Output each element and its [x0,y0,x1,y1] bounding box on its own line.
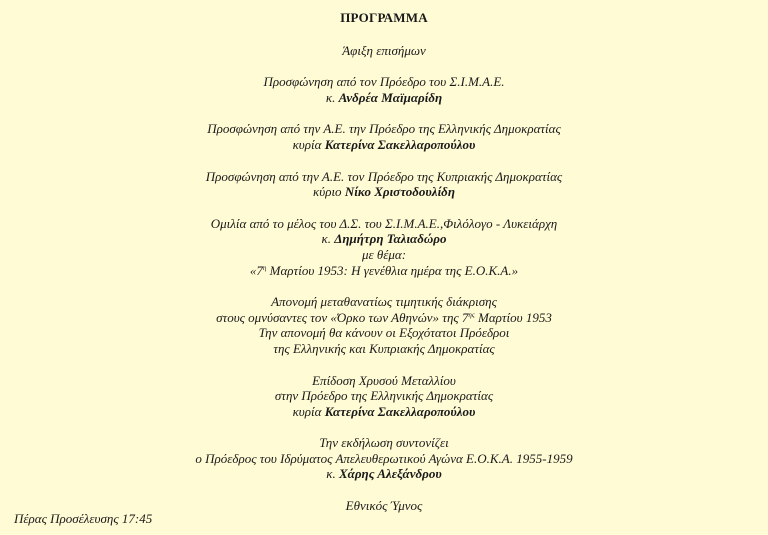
speech-speaker [0,231,768,247]
award-line-2-pre: στους ομνύσαντες τον «Όρκο των Αθηνών» της 7 [216,309,469,325]
award-line-4: της Ελληνικής και Κυπριακής Δημοκρατίας [273,340,495,356]
agenda-item-arrival [0,43,768,59]
award-line-2 [0,310,768,326]
coordinator-name: Χάρης Αλεξάνδρου [339,466,442,482]
greeting-2-prefix: κυρία [292,136,325,152]
greeting-3-prefix: κύριο [313,184,345,200]
medal-line-2: στην Πρόεδρο της Ελληνικής Δημοκρατίας [274,388,494,404]
medal-recipient [0,404,768,420]
medal-name: Κατερίνα Σακελλαροπούλου [324,403,476,419]
coordinator-line-1: Την εκδήλωση συντονίζει [319,435,449,451]
medal-line-1: Επίδοση Χρυσού Μεταλλίου [312,372,456,388]
award-line-3: Την απονομή θα κάνουν οι Εξοχότατοι Πρόεδροι [258,325,510,341]
arrival-deadline-note: Πέρας Προσέλευσης 17:45 [14,511,153,526]
arrival-text: Άφιξη επισήμων [342,42,426,58]
greeting-2-speaker [0,137,768,153]
greeting-2-text: Προσφώνηση από την Α.Ε. την Πρόεδρο της Ελληνικής Δημοκρατίας [207,121,561,137]
agenda-item-coordinator [0,435,768,482]
greeting-1-prefix: κ. [325,89,339,105]
speech-topic-sup: η [262,263,267,272]
speech-name: Δημήτρη Ταλιαδώρο [334,231,447,247]
program-document [0,10,768,530]
agenda-item-greeting-2 [0,121,768,152]
speech-text: Ομιλία από το μέλος του Δ.Σ. του Σ.Ι.Μ.Α.Ε.,Φιλόλογο - Λυκειάρχη [210,215,558,231]
speech-topic-post: Μαρτίου 1953: Η γενέθλια ημέρα της Ε.Ο.Κ.Α.» [266,262,519,278]
speech-topic-label: με θέμα: [361,246,407,262]
award-line-2-post: Μαρτίου 1953 [474,309,552,325]
award-line-1: Απονομή μεταθανατίως τιμητικής διάκρισης [271,294,497,310]
coordinator-line-2: ο Πρόεδρος του Ιδρύματος Απελευθερωτικού Αγώνα Ε.Ο.Κ.Α. 1955-1959 [195,450,573,466]
agenda-item-speech [0,216,768,278]
anthem-text: Εθνικός Ύμνος [345,498,423,514]
program-title: ΠΡΟΓΡΑΜΜΑ [340,10,428,25]
award-line-2-sup: ης [468,310,475,319]
greeting-1-speaker [0,90,768,106]
coordinator-prefix: κ. [326,466,339,482]
medal-prefix: κυρία [292,403,325,419]
agenda-item-award [0,294,768,356]
coordinator-person [0,466,768,482]
greeting-2-name: Κατερίνα Σακελλαροπούλου [324,136,476,152]
agenda-item-greeting-1 [0,74,768,105]
greeting-3-name: Νίκο Χριστοδουλίδη [344,184,455,200]
speech-prefix: κ. [321,231,335,247]
greeting-1-name: Ανδρέα Μαϊμαρίδη [338,89,443,105]
speech-topic [0,263,768,279]
agenda-item-greeting-3 [0,169,768,200]
speech-topic-pre: «7 [249,262,263,278]
agenda-item-medal [0,373,768,420]
greeting-3-speaker [0,184,768,200]
greeting-1-text: Προσφώνηση από τον Πρόεδρο του Σ.Ι.Μ.Α.Ε. [263,74,505,90]
greeting-3-text: Προσφώνηση από την Α.Ε. τον Πρόεδρο της Κυπριακής Δημοκρατίας [205,168,563,184]
